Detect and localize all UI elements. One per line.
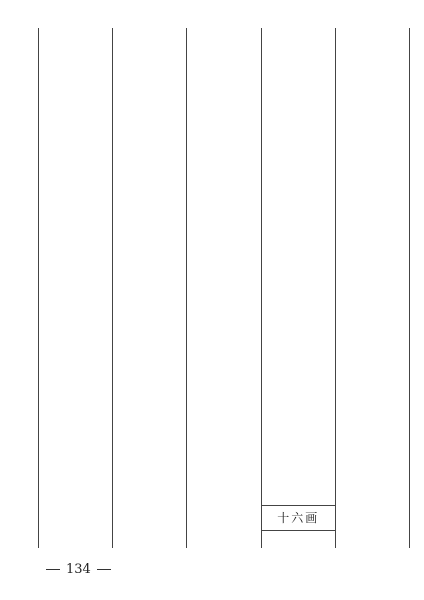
footer-dash-right	[97, 569, 111, 570]
index-entry	[336, 456, 409, 471]
index-entry	[262, 31, 335, 46]
index-entry	[336, 61, 409, 76]
index-entry	[187, 502, 260, 517]
index-entry	[113, 335, 186, 350]
index-entry	[39, 502, 112, 517]
index-entry	[113, 61, 186, 76]
index-entry	[39, 289, 112, 304]
index-entry	[39, 426, 112, 441]
index-entry	[39, 532, 112, 547]
index-entry	[336, 46, 409, 61]
index-entry	[187, 107, 260, 122]
index-entry	[113, 456, 186, 471]
index-entry	[113, 107, 186, 122]
index-entry	[336, 228, 409, 243]
index-entry	[39, 517, 112, 532]
index-entry	[336, 107, 409, 122]
index-entry	[39, 92, 112, 107]
index-entry	[187, 365, 260, 380]
index-entry	[39, 487, 112, 502]
index-entry	[336, 335, 409, 350]
index-entry	[39, 183, 112, 198]
index-entry	[262, 238, 335, 253]
index-entry	[113, 350, 186, 365]
index-entry	[39, 335, 112, 350]
index-entry	[39, 320, 112, 335]
page-footer	[40, 562, 117, 577]
index-entry	[113, 244, 186, 259]
index-entry	[187, 183, 260, 198]
index-entry	[113, 259, 186, 274]
index-entry	[262, 164, 335, 179]
index-entry	[336, 441, 409, 456]
index-entry	[187, 471, 260, 486]
index-entry	[187, 380, 260, 395]
index-entry	[187, 259, 260, 274]
index-entry	[262, 297, 335, 312]
index-entry	[39, 153, 112, 168]
page-number: 134	[66, 562, 91, 577]
index-entry	[336, 122, 409, 137]
index-entry	[113, 92, 186, 107]
index-entry	[262, 90, 335, 105]
index-entry	[39, 471, 112, 486]
index-entry	[262, 533, 335, 548]
index-entry	[336, 411, 409, 426]
index-entry	[39, 350, 112, 365]
index-entry	[113, 46, 186, 61]
index-entry	[187, 350, 260, 365]
index-entry	[262, 223, 335, 238]
index-entry	[113, 487, 186, 502]
index-entry	[262, 400, 335, 415]
index-entry	[187, 153, 260, 168]
index-entry	[187, 137, 260, 152]
index-entry	[262, 444, 335, 459]
index-entry	[113, 213, 186, 228]
index-entry	[262, 208, 335, 223]
index-entry	[39, 441, 112, 456]
index-entry	[39, 396, 112, 411]
index-entry	[187, 517, 260, 532]
index-entry	[336, 289, 409, 304]
index-entry	[336, 304, 409, 319]
index-table	[38, 28, 410, 548]
index-entry	[262, 252, 335, 267]
index-entry	[113, 380, 186, 395]
index-entry	[262, 193, 335, 208]
index-entry	[336, 183, 409, 198]
index-entry	[187, 426, 260, 441]
index-entry	[187, 213, 260, 228]
index-entry	[39, 456, 112, 471]
index-entry	[113, 289, 186, 304]
index-entry	[39, 274, 112, 289]
index-entry	[262, 356, 335, 371]
index-entry	[187, 61, 260, 76]
index-entry	[39, 365, 112, 380]
index-entry	[336, 532, 409, 547]
index-entry	[113, 502, 186, 517]
index-entry	[187, 244, 260, 259]
index-entry	[336, 502, 409, 517]
index-entry	[39, 122, 112, 137]
index-entry	[113, 274, 186, 289]
index-entry	[187, 46, 260, 61]
index-entry	[113, 320, 186, 335]
index-entry	[336, 31, 409, 46]
index-entry	[113, 122, 186, 137]
index-entry	[336, 92, 409, 107]
index-entry	[336, 244, 409, 259]
index-entry	[262, 105, 335, 120]
index-entry	[39, 411, 112, 426]
section-heading: 十六画	[262, 505, 335, 531]
index-entry	[187, 320, 260, 335]
index-entry	[336, 213, 409, 228]
index-entry	[262, 75, 335, 90]
index-entry	[262, 311, 335, 326]
index-entry	[113, 168, 186, 183]
index-entry	[113, 396, 186, 411]
index-entry	[336, 380, 409, 395]
index-entry	[113, 228, 186, 243]
index-entry	[187, 411, 260, 426]
index-entry	[262, 46, 335, 61]
index-entry	[113, 426, 186, 441]
index-entry	[336, 320, 409, 335]
index-entry	[336, 137, 409, 152]
index-entry	[113, 31, 186, 46]
index-entry	[262, 134, 335, 149]
index-entry	[336, 517, 409, 532]
index-entry	[39, 107, 112, 122]
index-entry	[113, 411, 186, 426]
index-entry	[262, 341, 335, 356]
index-entry	[113, 365, 186, 380]
index-entry	[113, 517, 186, 532]
index-entry	[187, 289, 260, 304]
index-panel-1	[39, 28, 113, 548]
index-entry	[336, 153, 409, 168]
index-entry	[39, 31, 112, 46]
index-entry	[39, 244, 112, 259]
index-entry	[187, 228, 260, 243]
index-panel-3	[187, 28, 261, 548]
index-entry	[336, 274, 409, 289]
index-entry	[39, 213, 112, 228]
index-entry	[336, 168, 409, 183]
index-entry	[262, 149, 335, 164]
index-entry	[336, 396, 409, 411]
index-entry	[113, 441, 186, 456]
index-entry	[187, 396, 260, 411]
index-entry	[113, 532, 186, 547]
index-entry	[262, 120, 335, 135]
index-entry	[113, 304, 186, 319]
index-entry	[39, 168, 112, 183]
index-entry	[187, 274, 260, 289]
index-entry	[262, 179, 335, 194]
index-entry	[113, 153, 186, 168]
index-entry	[187, 456, 260, 471]
index-entry	[187, 92, 260, 107]
index-entry	[336, 426, 409, 441]
index-panel-2	[113, 28, 187, 548]
index-entry	[262, 267, 335, 282]
index-entry	[262, 326, 335, 341]
index-panel-4	[262, 28, 336, 548]
index-entry	[39, 304, 112, 319]
index-entry	[187, 441, 260, 456]
index-entry	[187, 198, 260, 213]
index-entry	[262, 474, 335, 489]
index-entry	[187, 335, 260, 350]
footer-dash-left	[46, 569, 60, 570]
index-entry	[113, 198, 186, 213]
index-entry	[39, 228, 112, 243]
index-entry	[187, 304, 260, 319]
index-entry	[262, 370, 335, 385]
index-entry	[39, 61, 112, 76]
index-entry	[39, 46, 112, 61]
index-entry	[336, 487, 409, 502]
index-entry	[336, 198, 409, 213]
index-entry	[187, 31, 260, 46]
index-entry	[187, 487, 260, 502]
index-entry	[113, 471, 186, 486]
index-entry	[39, 77, 112, 92]
index-entry	[113, 183, 186, 198]
index-entry	[39, 198, 112, 213]
index-entry	[187, 77, 260, 92]
index-entry	[39, 137, 112, 152]
index-entry	[187, 122, 260, 137]
index-entry	[336, 77, 409, 92]
index-entry	[336, 259, 409, 274]
index-entry	[262, 415, 335, 430]
index-entry	[39, 259, 112, 274]
index-entry	[113, 137, 186, 152]
index-entry	[187, 532, 260, 547]
index-entry	[262, 429, 335, 444]
index-entry	[39, 380, 112, 395]
index-entry	[262, 282, 335, 297]
index-entry	[262, 459, 335, 474]
index-entry	[336, 471, 409, 486]
index-entry	[262, 61, 335, 76]
index-entry	[262, 488, 335, 503]
index-entry	[262, 385, 335, 400]
index-entry	[113, 77, 186, 92]
index-entry	[187, 168, 260, 183]
index-entry	[336, 350, 409, 365]
index-entry	[336, 365, 409, 380]
index-panel-5	[336, 28, 409, 548]
